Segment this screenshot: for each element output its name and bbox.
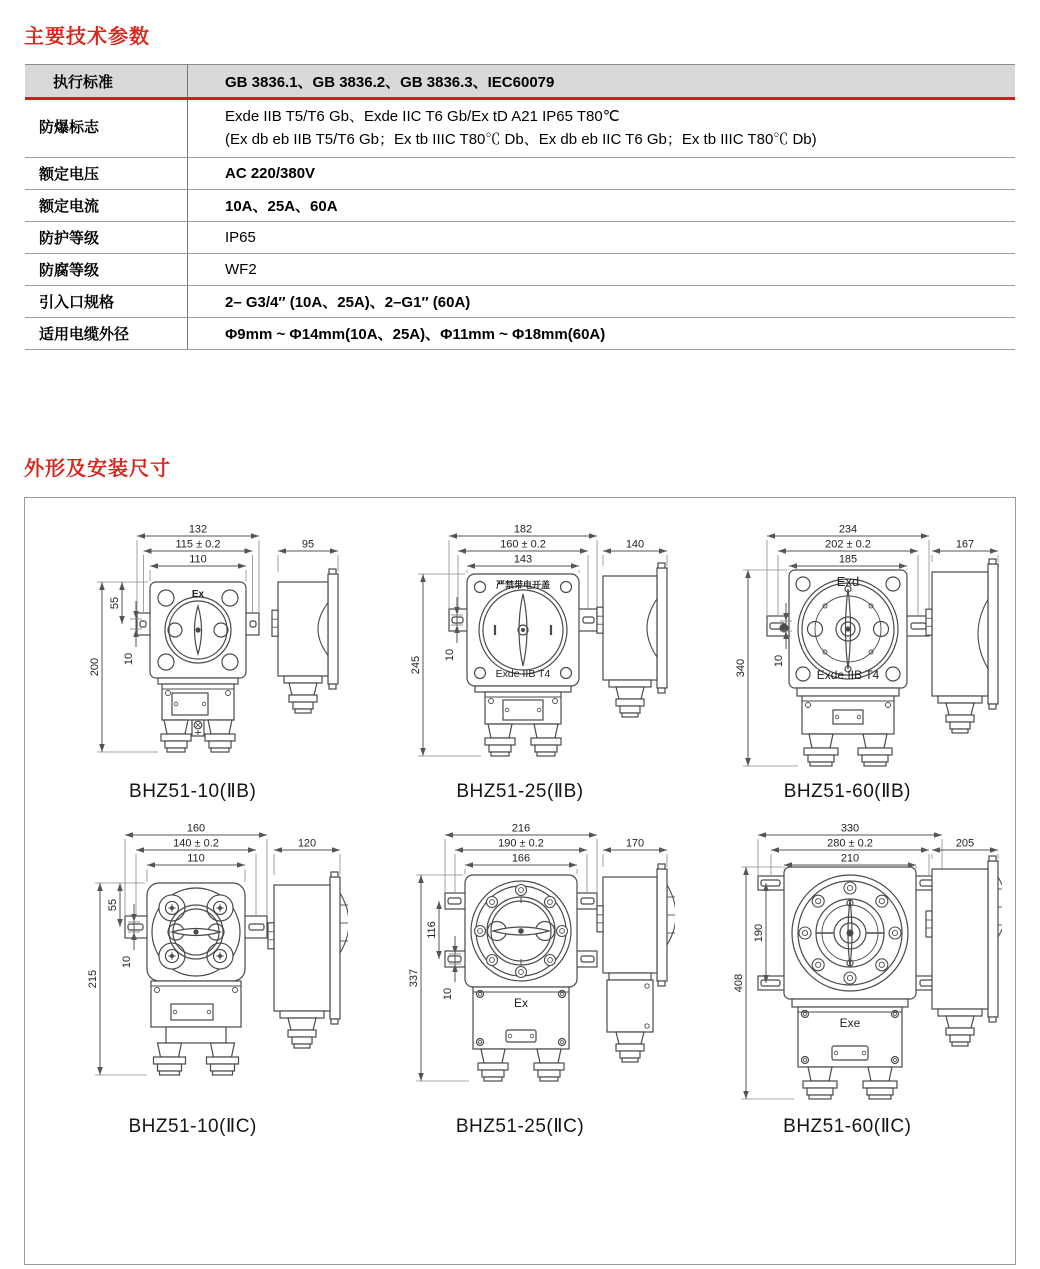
drawing-bhz51-10-iic (29, 821, 356, 1138)
drawing-geometry (89, 524, 338, 752)
svg-text:202 ± 0.2: 202 ± 0.2 (825, 538, 872, 551)
svg-text:110: 110 (188, 553, 207, 566)
spec-value: WF2 (188, 254, 1016, 286)
svg-text:340: 340 (735, 658, 748, 678)
technical-drawing (365, 821, 675, 1109)
svg-text:205: 205 (956, 837, 975, 850)
technical-drawing (692, 821, 1002, 1109)
dimension-drawings-panel (24, 497, 1016, 1265)
svg-text:190: 190 (753, 923, 766, 943)
technical-drawing-front-side (29, 821, 356, 1109)
svg-text:10: 10 (443, 648, 456, 662)
drawing-bhz51-60-iic (684, 821, 1011, 1138)
spec-table (25, 64, 1015, 350)
technical-drawing-front-side (684, 821, 1011, 1109)
drawing-bhz51-10-iib (29, 524, 356, 803)
svg-text:95: 95 (301, 538, 314, 551)
svg-text:110: 110 (186, 852, 205, 865)
table-row (25, 190, 1015, 222)
svg-text:140 ± 0.2: 140 ± 0.2 (172, 837, 219, 850)
table-row (25, 318, 1015, 350)
technical-drawing-front-side (356, 821, 683, 1109)
svg-text:Ex: Ex (191, 589, 204, 600)
spec-value: IP65 (188, 222, 1016, 254)
spec-label: 适用电缆外径 (25, 318, 188, 350)
svg-text:Exde IIB T4: Exde IIB T4 (817, 668, 880, 682)
spec-value: AC 220/380V (188, 158, 1016, 190)
table-row (25, 254, 1015, 286)
svg-text:10: 10 (120, 955, 133, 969)
drawing-geometry (408, 823, 675, 1082)
drawing-bhz51-25-iic (356, 821, 683, 1138)
svg-text:55: 55 (108, 596, 121, 610)
drawing-geometry (733, 823, 1002, 1100)
svg-text:Ex: Ex (513, 996, 528, 1010)
spec-label: 额定电压 (25, 158, 188, 190)
svg-text:Exde IIB T4: Exde IIB T4 (495, 668, 551, 680)
svg-text:10: 10 (122, 652, 135, 666)
svg-text:245: 245 (409, 655, 422, 675)
section-title-dimensions: 外形及安装尺寸 (24, 458, 171, 480)
svg-text:167: 167 (956, 538, 975, 551)
svg-text:160: 160 (186, 822, 205, 835)
svg-text:330: 330 (841, 822, 860, 835)
spec-value: Φ9mm ~ Φ14mm(10A、25A)、Φ11mm ~ Φ18mm(60A) (188, 318, 1016, 350)
section-title-main-parameters: 主要技术参数 (24, 26, 150, 48)
svg-text:严禁带电开盖: 严禁带电开盖 (495, 580, 550, 590)
drawing-caption: BHZ51-25(ⅡB) (456, 781, 584, 802)
spec-label: 防护等级 (25, 222, 188, 254)
drawing-geometry (87, 823, 348, 1076)
spec-label: 额定电流 (25, 190, 188, 222)
table-row (25, 286, 1015, 318)
drawing-caption: BHZ51-10(ⅡB) (129, 781, 257, 802)
svg-text:143: 143 (513, 553, 533, 566)
svg-text:234: 234 (839, 524, 858, 536)
drawing-bhz51-60-iib (684, 524, 1011, 803)
table-row (25, 99, 1015, 158)
technical-drawing (38, 821, 348, 1109)
drawing-bhz51-25-iib (356, 524, 683, 803)
svg-text:116: 116 (425, 921, 438, 939)
table-row (25, 222, 1015, 254)
spec-label: 防爆标志 (25, 99, 188, 158)
svg-text:182: 182 (513, 524, 533, 536)
svg-text:166: 166 (511, 852, 531, 865)
svg-text:170: 170 (625, 837, 645, 850)
svg-text:408: 408 (733, 973, 746, 993)
spec-value: 10A、25A、60A (188, 190, 1016, 222)
svg-text:337: 337 (407, 968, 420, 988)
spec-value: 2– G3/4″ (10A、25A)、2–G1″ (60A) (188, 286, 1016, 318)
table-row (25, 65, 1015, 99)
svg-text:140: 140 (625, 538, 645, 551)
spec-label: 执行标准 (25, 65, 188, 99)
spec-value-line2: (Ex db eb IIB T5/T6 Gb；Ex tb IIIC T80℃ Db、Ex db eb IIC T6 Gb；Ex tb IIIC T80℃ Db) (225, 130, 817, 148)
technical-drawing (692, 524, 1002, 774)
spec-value: GB 3836.1、GB 3836.2、GB 3836.3、IEC60079 (188, 65, 1016, 99)
technical-drawing (38, 524, 348, 774)
svg-text:280 ± 0.2: 280 ± 0.2 (827, 837, 874, 850)
spec-label: 防腐等级 (25, 254, 188, 286)
technical-drawing-front-side (684, 524, 1011, 774)
svg-text:210: 210 (841, 852, 860, 865)
drawing-caption: BHZ51-25(ⅡC) (455, 1116, 585, 1137)
drawing-caption: BHZ51-60(ⅡC) (783, 1116, 912, 1137)
technical-drawing-front-side (29, 524, 356, 774)
svg-text:115 ± 0.2: 115 ± 0.2 (175, 538, 221, 551)
drawing-geometry (410, 524, 667, 756)
svg-text:Exd: Exd (837, 574, 860, 589)
technical-drawing-front-side (356, 524, 683, 774)
drawing-caption: BHZ51-10(ⅡC) (128, 1116, 257, 1137)
svg-text:10: 10 (773, 654, 786, 668)
svg-text:55: 55 (106, 898, 119, 912)
spec-label: 引入口规格 (25, 286, 188, 318)
svg-text:216: 216 (511, 822, 531, 835)
svg-text:215: 215 (86, 969, 99, 989)
svg-text:10: 10 (441, 987, 454, 1001)
svg-text:120: 120 (297, 837, 316, 850)
spec-value-line1: Exde IIB T5/T6 Gb、Exde IIC T6 Gb/Ex tD A21 IP65 T80℃ (225, 108, 620, 125)
svg-text:200: 200 (88, 657, 101, 677)
svg-text:190 ± 0.2: 190 ± 0.2 (498, 837, 544, 850)
drawing-caption: BHZ51-60(ⅡB) (783, 781, 911, 802)
svg-text:160 ± 0.2: 160 ± 0.2 (500, 538, 546, 551)
spec-value (188, 99, 1016, 158)
svg-text:132: 132 (188, 524, 207, 536)
svg-text:Exe: Exe (839, 1016, 861, 1030)
technical-drawing (365, 524, 675, 774)
table-row (25, 158, 1015, 190)
drawing-geometry (735, 524, 998, 766)
svg-text:185: 185 (839, 553, 858, 566)
